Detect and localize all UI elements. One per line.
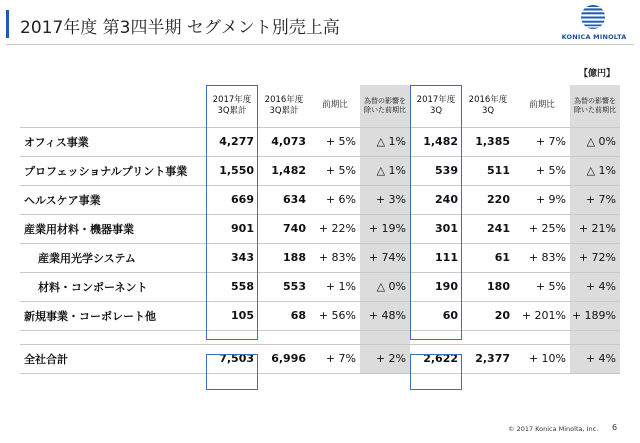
value-cell: 539 xyxy=(410,156,462,185)
header-2017-3q: 2017年度 3Q xyxy=(416,95,456,116)
spacer-cell xyxy=(206,330,258,344)
spacer-row xyxy=(20,330,620,344)
percent-cell: + 6% xyxy=(310,185,360,214)
percent-cell: + 21% xyxy=(570,214,620,243)
spacer-cell xyxy=(258,330,310,344)
header-label xyxy=(20,85,206,127)
spacer-cell xyxy=(360,330,410,344)
row-label: 新規事業・コーポレート他 xyxy=(20,301,206,330)
row-label: 全社合計 xyxy=(20,344,206,373)
header-yoy-quarter: 前期比 xyxy=(529,100,555,111)
percent-cell: + 5% xyxy=(310,127,360,156)
spacer-cell xyxy=(20,330,206,344)
header-2017-3q-cumulative: 2017年度 3Q累計 xyxy=(212,95,252,116)
header-fx-adjusted-cumulative: 為替の影響を 除いた前期比 xyxy=(360,85,410,127)
value-cell: 6,996 xyxy=(258,344,310,373)
percent-cell: △ 1% xyxy=(360,156,410,185)
header-2016-3q: 2016年度 3Q xyxy=(468,95,508,116)
percent-cell: + 25% xyxy=(514,214,570,243)
value-cell: 2,377 xyxy=(462,344,514,373)
table-row xyxy=(20,127,620,156)
percent-cell: + 9% xyxy=(514,185,570,214)
value-cell: 901 xyxy=(206,214,258,243)
percent-cell: + 4% xyxy=(570,344,620,373)
percent-cell: + 5% xyxy=(310,156,360,185)
spacer-cell xyxy=(462,330,514,344)
percent-cell: + 19% xyxy=(360,214,410,243)
percent-cell: + 3% xyxy=(360,185,410,214)
percent-cell: + 2% xyxy=(360,344,410,373)
value-cell: 105 xyxy=(206,301,258,330)
table-row xyxy=(20,243,620,272)
total-row xyxy=(20,344,620,373)
table-row xyxy=(20,301,620,330)
value-cell: 188 xyxy=(258,243,310,272)
value-cell: 669 xyxy=(206,185,258,214)
value-cell: 558 xyxy=(206,272,258,301)
value-cell: 7,503 xyxy=(206,344,258,373)
header-2016-3q-cumulative: 2016年度 3Q累計 xyxy=(264,95,304,116)
header-yoy-cumulative: 前期比 xyxy=(322,100,348,111)
percent-cell: + 189% xyxy=(570,301,620,330)
row-label: 産業用光学システム xyxy=(20,243,206,272)
percent-cell: + 56% xyxy=(310,301,360,330)
copyright: © 2017 Konica Minolta, Inc. xyxy=(508,425,599,433)
row-label: プロフェッショナルプリント事業 xyxy=(20,156,206,185)
value-cell: 634 xyxy=(258,185,310,214)
percent-cell: + 7% xyxy=(310,344,360,373)
percent-cell: + 72% xyxy=(570,243,620,272)
unit-label: 【億円】 xyxy=(579,69,616,79)
percent-cell: + 4% xyxy=(570,272,620,301)
spacer-cell xyxy=(514,330,570,344)
value-cell: 190 xyxy=(410,272,462,301)
percent-cell: △ 1% xyxy=(360,127,410,156)
row-label: 産業用材料・機器事業 xyxy=(20,214,206,243)
row-label: ヘルスケア事業 xyxy=(20,185,206,214)
value-cell: 740 xyxy=(258,214,310,243)
logo-wordmark: KONICA MINOLTA xyxy=(561,33,627,41)
value-cell: 1,550 xyxy=(206,156,258,185)
percent-cell: + 5% xyxy=(514,156,570,185)
percent-cell: + 1% xyxy=(310,272,360,301)
percent-cell: △ 1% xyxy=(570,156,620,185)
percent-cell: △ 0% xyxy=(360,272,410,301)
spacer-cell xyxy=(310,330,360,344)
value-cell: 220 xyxy=(462,185,514,214)
row-label: オフィス事業 xyxy=(20,127,206,156)
table-row xyxy=(20,214,620,243)
percent-cell: + 22% xyxy=(310,214,360,243)
table-row xyxy=(20,185,620,214)
percent-cell: + 48% xyxy=(360,301,410,330)
percent-cell: + 7% xyxy=(514,127,570,156)
page-title: 2017年度 第3四半期 セグメント別売上高 xyxy=(20,18,340,38)
value-cell: 511 xyxy=(462,156,514,185)
segment-sales-table xyxy=(20,85,620,374)
table-row xyxy=(20,272,620,301)
value-cell: 111 xyxy=(410,243,462,272)
value-cell: 68 xyxy=(258,301,310,330)
value-cell: 4,277 xyxy=(206,127,258,156)
spacer-cell xyxy=(570,330,620,344)
percent-cell: + 5% xyxy=(514,272,570,301)
value-cell: 20 xyxy=(462,301,514,330)
value-cell: 241 xyxy=(462,214,514,243)
value-cell: 61 xyxy=(462,243,514,272)
value-cell: 240 xyxy=(410,185,462,214)
page-number: 6 xyxy=(612,423,618,432)
value-cell: 180 xyxy=(462,272,514,301)
value-cell: 343 xyxy=(206,243,258,272)
value-cell: 60 xyxy=(410,301,462,330)
percent-cell: + 201% xyxy=(514,301,570,330)
globe-icon xyxy=(580,4,606,30)
value-cell: 1,482 xyxy=(258,156,310,185)
value-cell: 553 xyxy=(258,272,310,301)
percent-cell: + 83% xyxy=(310,243,360,272)
table-row xyxy=(20,156,620,185)
value-cell: 1,385 xyxy=(462,127,514,156)
title-accent-bar xyxy=(6,10,9,38)
table-header-row xyxy=(20,85,620,127)
percent-cell: △ 0% xyxy=(570,127,620,156)
percent-cell: + 7% xyxy=(570,185,620,214)
row-label: 材料・コンポーネント xyxy=(20,272,206,301)
value-cell: 301 xyxy=(410,214,462,243)
percent-cell: + 10% xyxy=(514,344,570,373)
percent-cell: + 83% xyxy=(514,243,570,272)
header-fx-adjusted-quarter: 為替の影響を 除いた前期比 xyxy=(570,85,620,127)
value-cell: 4,073 xyxy=(258,127,310,156)
percent-cell: + 74% xyxy=(360,243,410,272)
value-cell: 1,482 xyxy=(410,127,462,156)
title-divider xyxy=(6,44,634,45)
value-cell: 2,622 xyxy=(410,344,462,373)
company-logo xyxy=(556,4,632,44)
spacer-cell xyxy=(410,330,462,344)
